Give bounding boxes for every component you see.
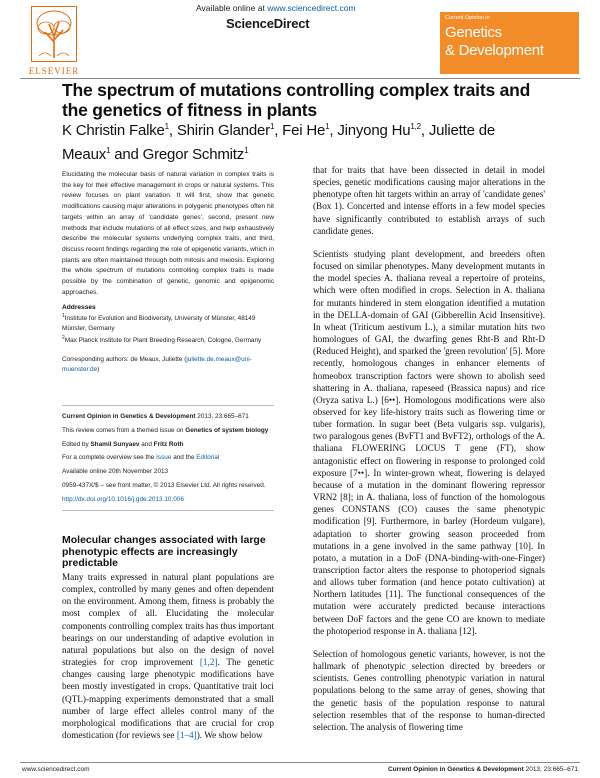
journal-cover-badge [440, 12, 579, 74]
footer-divider [20, 762, 580, 763]
body-paragraph-3: Selection of homologous genetic variants, however, is not the hallmark of phenotypic selection directed by breeders or scientists. Genes controlling phenotypic variation in natural populations belong to the same array of genes, showing that the genetic basis of the population response to natural selection resembles that of the response to human-directed selection. The analysis of flowering time [313, 648, 545, 732]
availability-line [196, 3, 356, 13]
journal-citation: Current Opinion in Genetics & Development 2013, 23:665–671 [62, 413, 249, 420]
address-1: $^1$Institute for Evolution and Biodiversity, University of Münster, 48149 Münster, Germany [62, 313, 256, 333]
copyright-line: 0959-437X/$ – see front matter, © 2013 Elsevier Ltd. All rights reserved. [62, 481, 266, 489]
elsevier-logo-text: ELSEVIER [28, 66, 80, 76]
corresponding-author: Corresponding authors: de Meaux, Juliette (juliette.de.meaux@uni-muenster.de) [62, 356, 252, 373]
right-column-text [313, 164, 545, 744]
author-list: K Christin Falke$^1$, Shirin Glander$^1$, Fei He$^1$, Jinyong Hu$^{1,2}$, Juliette de Meaux$^1$ and Gregor Schmitz$^1$ [62, 122, 496, 163]
author-affiliation: 1 [106, 146, 111, 155]
overview-line: For a complete overview see the Issue and the Editorial [62, 454, 220, 462]
theme-line: This review comes from a themed issue on Genetics of system biology [62, 426, 269, 434]
footer-website: www.sciencedirect.com [22, 766, 90, 773]
author-name: Gregor Schmitz [142, 146, 245, 163]
journal-cover-small: Current Opinion in [445, 15, 490, 21]
available-online-date: Available online 20th November 2013 [62, 468, 169, 476]
addresses-heading: Addresses [62, 304, 96, 312]
doi-link[interactable]: http://dx.doi.org/10.1016/j.gde.2013.10.006 [62, 495, 184, 503]
author-name: Fei He [282, 122, 326, 139]
abstract-block [62, 170, 274, 374]
section-body: Many traits expressed in natural plant populations are complex, controlled by many genes and often dependent on the environment. Among them, fitness is probably the most complex of all. Elucidating the molecular components controlling complex traits has thus important bearings on our understanding of adaptive evolution in natural populations but also on the design of novel strategies for crop improvement [1,2]. The genetic changes causing large phenotypic modifications have been mostly investigated in crops. Quantitative trait loci (QTL)-mapping experiments demonstrated that a small number of large effect alleles control many of the morphological modifications that are crucial for crop domestication (for reviews see [1–4]). We show below [62, 572, 274, 741]
reference-link[interactable]: [1,2] [199, 657, 218, 668]
corresponding-email-link[interactable]: juliette.de.meaux@uni-muenster.de [62, 356, 252, 373]
body-paragraph-2: Scientists studying plant development, and breeders often focused on similar phenotypes. Many development mutants in the model species A. thaliana reveal a repertoire of proteins, which were often modified in crops. Selection in A. thaliana for mutants hindered in stem elongation identified a mutation in the DELLA-domain of GAI (Gibberellin Acid Insensitive). In wheat (Triticum aestivum L.), a similar mutation hits two homologues of GAI, the dwarfing genes Rht-B and Rht-D (Reduced Height), and sparked the 'green revolution' [5]. More recently, homologous changes in enhancer elements of homeobox transcription factors were shown to abolish seed shattering in A. thaliana, rapeseed (Brassica napus) and rice (Oryza sativa L.) [6••]. Homologous modifications were also observed for key life-history traits such as flowering time or tuber formation. In sugar beet (Beta vulgaris ssp. vulgaris), two paralogous genes (BvFT1 and BvFT2), orthologs of the A. thaliana FLOWERING LOCUS T gene (FT), show antagonistic effect on flowering in response to prolonged cold exposure [7••]. In winter-grown wheat, flowering is delayed because of a mutation in the dominant flowering repressor VRN2 [8]; in A. thaliana, loss of function of the homologous genes CONSTANS (CO) causes the same phenotypic modification [9]. Furthermore, in barley (Hordeum vulgare), adaptation to shorter growing season proceeded from mutations in a gene involved in the same pathway [10]. In potato, a mutation in a DoF (DNA-binding-with-one-Finger) transcription factor alters the response to photoperiod signals and allows tuber formation (and hence potato cultivation) at Northern latitudes [11]. The functional consequences of the mutation were accurately predicted because interactions between DoF factors and the gene CO are known to mediate the photoperiod response in A. thaliana [12]. [313, 248, 545, 636]
issue-link[interactable]: Issue [156, 454, 172, 462]
doi-line [62, 495, 274, 505]
sciencedirect-wordmark: ScienceDirect [226, 16, 310, 31]
editorial-link[interactable]: Editorial [196, 454, 220, 462]
author-affiliation: 1,2 [410, 122, 421, 131]
author-name: K Christin Falke [62, 122, 165, 139]
abstract-text: Elucidating the molecular basis of natural variation in complex traits is the key for their effective management in crops or natural systems. This review focuses on plant variation. It will first, show that genetic modifications causing major alterations in polygenic phenotypes often hit targets within an array of 'candidate genes', second, present new methods that include mutations of all effect sizes, and help exhaustively describe the molecular systems underlying complex traits, and third, discuss recent findings regarding the role of epigenetic variants, which in plants are often maintained through both mitosis and meiosis. Exploring the whole spectrum of mutations controlling complex traits is made possible by the combination of genetic, genomic and epigenomic approaches. [62, 171, 274, 296]
author-name: Shirin Glander [176, 122, 270, 139]
reference-link[interactable]: [1–4] [176, 730, 197, 741]
author-affiliation: 1 [325, 122, 330, 131]
author-affiliation: 1 [269, 122, 275, 131]
editors-line: Edited by Shamil Sunyaev and Fritz Roth [62, 440, 184, 448]
elsevier-tree-icon [31, 6, 77, 62]
availability-prefix: Available online at [196, 3, 268, 13]
author-name: Juliette de Meaux [62, 122, 496, 163]
author-affiliation: 1 [244, 146, 249, 155]
journal-cover-line1: Genetics [445, 24, 502, 41]
page-header [0, 2, 600, 80]
section-heading: Molecular changes associated with large phenotypic effects are increasingly predictable [62, 534, 266, 569]
author-name: Jinyong Hu [337, 122, 411, 139]
address-2: $^2$Max Planck Institute for Plant Breeding Research, Cologne, Germany [62, 334, 262, 344]
header-divider [20, 78, 580, 79]
footer-citation: Current Opinion in Genetics & Development 2013, 23:665–671 [387, 766, 578, 773]
author-affiliation: 1 [164, 122, 169, 131]
article-title: The spectrum of mutations controlling complex traits and the genetics of fitness in plants [62, 80, 531, 120]
article-info-box [62, 405, 274, 511]
sciencedirect-link[interactable]: www.sciencedirect.com [267, 3, 356, 13]
body-paragraph-1: that for traits that have been dissected in detail in model species, genetic modifications causing major alterations in the phenotype often hit targets within an array of 'candidate genes' (Box 1). Concerted and intense efforts in a few model species have significantly contributed to establish arrays of such candidate genes. [313, 165, 545, 236]
journal-cover-line2: & Development [445, 42, 544, 59]
elsevier-logo [24, 6, 84, 76]
